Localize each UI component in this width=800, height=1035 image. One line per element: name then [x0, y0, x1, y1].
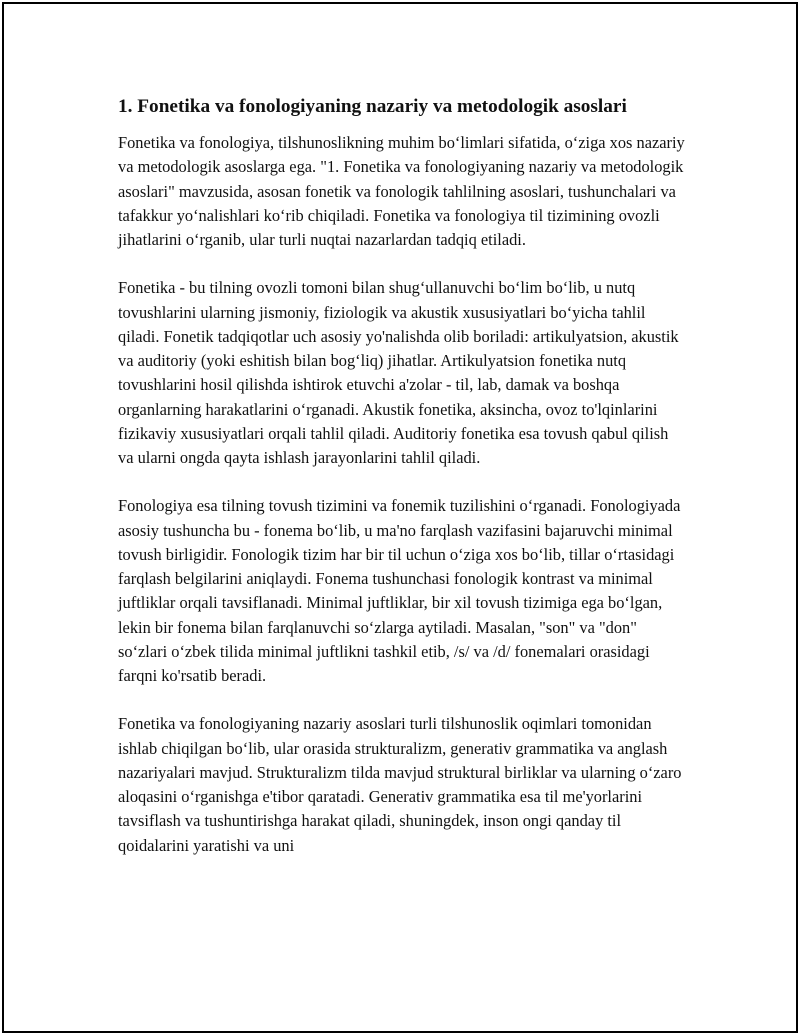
paragraph-4: Fonetika va fonologiyaning nazariy asoslari turli tilshunoslik oqimlari tomonidan ishlab chiqilgan bo‘lib, ular orasida strukturalizm, generativ grammatika va anglash nazariyalari mavjud. Strukturalizm tilda mavjud struktural birliklar va ularning o‘zaro aloqasini o‘rganishga e'tibor qaratadi. Generativ grammatika esa til me'yorlarini tavsiflash va tushuntirishga harakat qiladi, shuningdek, inson ongi qanday til qoidalarini yaratishi va uni	[118, 714, 682, 855]
section-heading: 1. Fonetika va fonologiyaning nazariy va metodologik asoslari	[118, 96, 627, 117]
document-body	[118, 94, 686, 882]
paragraph-3: Fonologiya esa tilning tovush tizimini va fonemik tuzilishini o‘rganadi. Fonologiyada asosiy tushuncha bu - fonema bo‘lib, u ma'no farqlash vazifasini bajaruvchi minimal tovush birligidir. Fonologik tizim har bir til uchun o‘ziga xos bo‘lib, tillar o‘rtasidagi farqlash belgilarini aniqlaydi. Fonema tushunchasi fonologik kontrast va minimal juftliklar orqali tavsiflanadi. Minimal juftliklar, bir xil tovush tizimiga ega bo‘lgan, lekin bir fonema bilan farqlanuvchi so‘zlarga aytiladi. Masalan, "son" va "don" so‘zlari o‘zbek tilida minimal juftlikni tashkil etib, /s/ va /d/ fonemalari orasidagi farqni ko'rsatib beradi.	[118, 496, 681, 685]
paragraph-1: Fonetika va fonologiya, tilshunoslikning muhim bo‘limlari sifatida, o‘ziga xos nazariy va metodologik asoslarga ega. "1. Fonetika va fonologiyaning nazariy va metodologik asoslari" mavzusida, asosan fonetik va fonologik tahlilning asoslari, tushunchalari va tafakkur yo‘nalishlari ko‘rib chiqiladi. Fonetika va fonologiya til tizimining ovozli jihatlarini o‘rganib, ular turli nuqtai nazarlardan tadqiq etiladi.	[118, 133, 685, 249]
paragraph-2: Fonetika - bu tilning ovozli tomoni bilan shug‘ullanuvchi bo‘lim bo‘lib, u nutq tovushlarini ularning jismoniy, fiziologik va akustik xususiyatlari bo‘yicha tahlil qiladi. Fonetik tadqiqotlar uch asosiy yo'nalishda olib boriladi: artikulyatsion, akustik va auditoriy (yoki eshitish bilan bog‘liq) jihatlar. Artikulyatsion fonetika nutq tovushlarini hosil qilishda ishtirok etuvchi a'zolar - til, lab, damak va boshqa organlarning harakatlarini o‘rganadi. Akustik fonetika, aksincha, ovoz to'lqinlarini fizikaviy xususiyatlari orqali tahlil qiladi. Auditoriy fonetika esa tovush qabul qilish va ularni ongda qayta ishlash jarayonlarini tahlil qiladi.	[118, 278, 679, 467]
